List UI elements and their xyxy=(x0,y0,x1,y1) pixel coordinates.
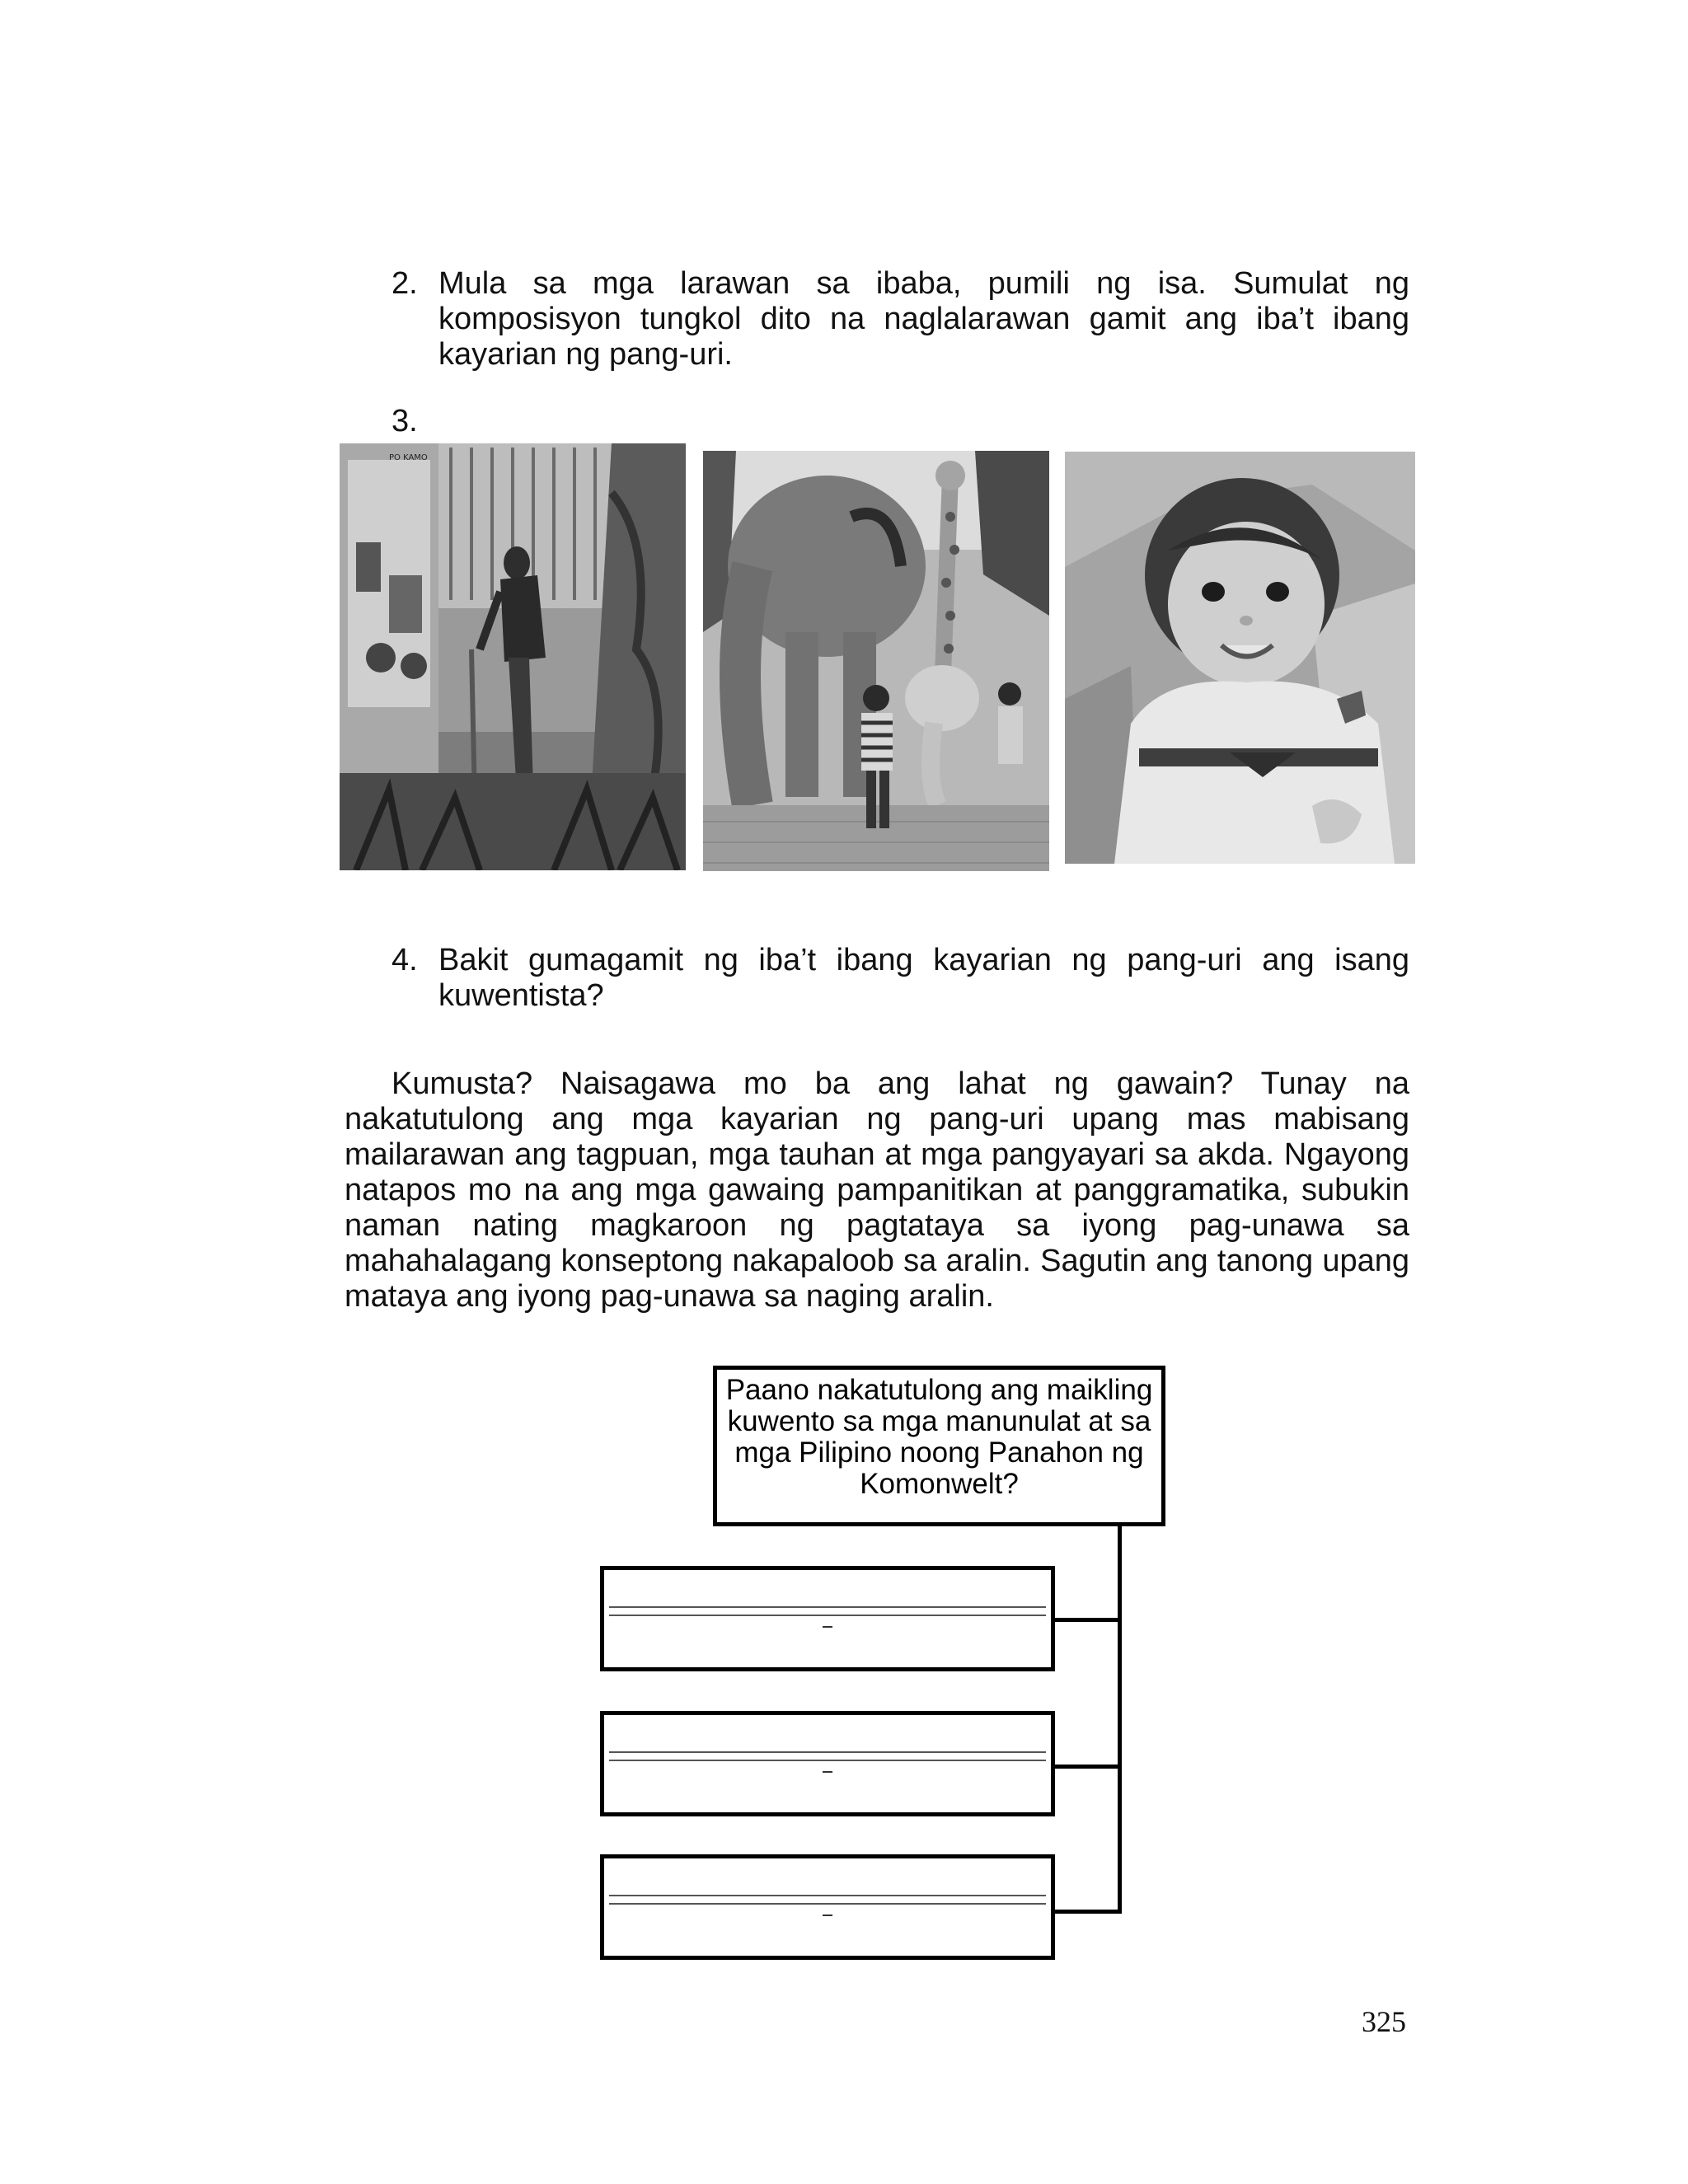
item-3-number: 3. xyxy=(392,404,418,438)
photo-zoo-statues-image xyxy=(703,451,1049,871)
diagram-answer-box-1[interactable] xyxy=(600,1566,1055,1671)
svg-text:PO KAMO: PO KAMO xyxy=(389,453,428,462)
diagram-connector-vertical xyxy=(1118,1526,1122,1914)
answer-line xyxy=(609,1895,1046,1896)
item-2 xyxy=(392,266,1409,382)
photo-sweeping-image xyxy=(340,443,686,870)
photo-baby-image xyxy=(1065,452,1415,864)
diagram-connector-branch-1 xyxy=(1053,1618,1122,1622)
item-4-number: 4. xyxy=(392,943,418,977)
answer-line xyxy=(609,1615,1046,1616)
answer-line xyxy=(609,1751,1046,1753)
body-paragraph: Kumusta? Naisagawa mo ba ang lahat ng gawain? Tunay na nakatutulong ang mga kayarian ng pang-uri upang mas mabisang mailarawan ang tagpuan, mga tauhan at mga pangyayari sa akda. Ngayong natapos mo na ang mga gawaing pampanitikan at panggramatika, subukin naman nating magkaroon ng pagtataya sa iyong pag-unawa sa mahahalagang konseptong nakapaloob sa aralin. Sagutin ang tanong upang mataya ang iyong pag-unawa sa naging aralin. xyxy=(345,1066,1409,1314)
diagram-answer-box-2[interactable] xyxy=(600,1711,1055,1816)
diagram-question-box xyxy=(713,1366,1165,1526)
item-4 xyxy=(392,943,1409,1017)
diagram-question-text: Paano nakatutulong ang maikling kuwento sa mga manunulat at sa mga Pilipino noong Panahon ng Komonwelt? xyxy=(725,1374,1153,1500)
diagram-connector-branch-3 xyxy=(1053,1910,1122,1914)
page-number: 325 xyxy=(1362,2005,1406,2038)
item-2-text: Mula sa mga larawan sa ibaba, pumili ng isa. Sumulat ng komposisyon tungkol dito na naglalarawan gamit ang iba’t ibang kayarian ng pang-uri. xyxy=(438,266,1409,372)
photo-zoo-statues xyxy=(703,451,1049,871)
photo-sweeping xyxy=(340,443,686,870)
answer-line-dash xyxy=(823,1915,832,1916)
diagram-answer-box-3[interactable] xyxy=(600,1854,1055,1960)
answer-line xyxy=(609,1606,1046,1608)
answer-line-dash xyxy=(823,1771,832,1773)
answer-line xyxy=(609,1903,1046,1905)
item-2-number: 2. xyxy=(392,266,418,301)
answer-line xyxy=(609,1760,1046,1761)
item-4-text: Bakit gumagamit ng iba’t ibang kayarian ng pang-uri ang isang kuwentista? xyxy=(438,943,1409,1013)
photo-baby xyxy=(1065,452,1415,864)
answer-line-dash xyxy=(823,1626,832,1628)
diagram-connector-branch-2 xyxy=(1053,1765,1122,1769)
